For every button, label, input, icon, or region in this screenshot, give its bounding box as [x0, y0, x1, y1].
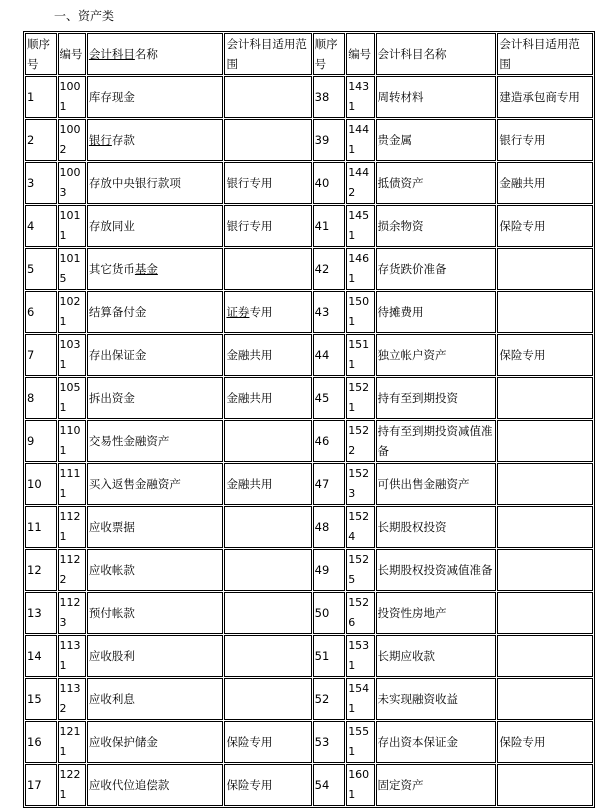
row-seq-right: 38	[313, 76, 346, 118]
row-name-right: 长期应收款	[376, 635, 497, 677]
row-seq: 3	[25, 162, 57, 204]
term-link[interactable]: 证券	[226, 305, 250, 319]
row-name-right: 投资性房地产	[376, 592, 497, 634]
row-code-right: 1525	[346, 549, 374, 591]
row-code: 1132	[58, 678, 86, 720]
row-name-right: 抵债资产	[376, 162, 497, 204]
row-name: 应收股利	[87, 635, 224, 677]
row-name: 交易性金融资产	[87, 420, 224, 462]
table-row	[25, 721, 593, 763]
table-row	[25, 377, 593, 419]
row-scope-right	[497, 463, 593, 505]
row-code: 1121	[58, 506, 86, 548]
row-scope	[224, 506, 311, 548]
row-seq-right: 45	[313, 377, 346, 419]
row-code: 1211	[58, 721, 86, 763]
row-seq: 5	[25, 248, 57, 290]
term-link[interactable]: 银行	[88, 133, 112, 147]
table-row	[25, 334, 593, 376]
header-seq: 顺序号	[25, 33, 57, 75]
row-scope	[224, 635, 311, 677]
row-seq: 7	[25, 334, 57, 376]
row-scope	[224, 592, 311, 634]
row-code-right: 1522	[346, 420, 374, 462]
row-seq: 12	[25, 549, 57, 591]
row-code: 1131	[58, 635, 86, 677]
row-scope-right	[497, 248, 593, 290]
table-row	[25, 463, 593, 505]
row-name: 买入返售金融资产	[87, 463, 224, 505]
accounts-table	[23, 31, 595, 808]
header-scope-right: 会计科目适用范围	[497, 33, 593, 75]
row-scope	[224, 119, 311, 161]
row-name-right: 贵金属	[376, 119, 497, 161]
table-row	[25, 162, 593, 204]
header-code: 编号	[58, 33, 86, 75]
row-code-right: 1442	[346, 162, 374, 204]
row-scope: 保险专用	[224, 764, 311, 806]
row-scope	[224, 76, 311, 118]
row-scope: 保险专用	[224, 721, 311, 763]
row-name: 其它货币基金	[87, 248, 224, 290]
row-name-right: 损余物资	[376, 205, 497, 247]
table-row	[25, 635, 593, 677]
row-code-right: 1441	[346, 119, 374, 161]
row-seq: 6	[25, 291, 57, 333]
row-name: 应收利息	[87, 678, 224, 720]
row-scope-right	[497, 420, 593, 462]
header-seq-right: 顺序号	[313, 33, 346, 75]
row-scope-right	[497, 764, 593, 806]
row-scope: 金融共用	[224, 463, 311, 505]
row-name: 拆出资金	[87, 377, 224, 419]
row-name: 存出保证金	[87, 334, 224, 376]
row-scope-right: 银行专用	[497, 119, 593, 161]
row-name-right: 长期股权投资减值准备	[376, 549, 497, 591]
row-code: 1003	[58, 162, 86, 204]
row-code-right: 1451	[346, 205, 374, 247]
row-name-right: 持有至到期投资减值准备	[376, 420, 497, 462]
row-name-right: 周转材料	[376, 76, 497, 118]
row-seq-right: 51	[313, 635, 346, 677]
row-code: 1101	[58, 420, 86, 462]
row-name-right: 存货跌价准备	[376, 248, 497, 290]
table-row	[25, 764, 593, 806]
table-row	[25, 76, 593, 118]
row-scope-right: 保险专用	[497, 721, 593, 763]
row-code: 1051	[58, 377, 86, 419]
table-row	[25, 291, 593, 333]
row-scope-right	[497, 291, 593, 333]
row-name-right: 固定资产	[376, 764, 497, 806]
header-name	[87, 33, 224, 75]
row-name: 应收代位追偿款	[87, 764, 224, 806]
row-name: 银行存款	[87, 119, 224, 161]
row-seq-right: 42	[313, 248, 346, 290]
row-scope-right: 金融共用	[497, 162, 593, 204]
row-code-right: 1521	[346, 377, 374, 419]
row-scope: 金融共用	[224, 377, 311, 419]
row-scope: 金融共用	[224, 334, 311, 376]
row-seq: 14	[25, 635, 57, 677]
row-name-right: 长期股权投资	[376, 506, 497, 548]
row-code-right: 1551	[346, 721, 374, 763]
row-scope-right	[497, 377, 593, 419]
row-scope-right: 建造承包商专用	[497, 76, 593, 118]
row-code-right: 1511	[346, 334, 374, 376]
row-seq: 15	[25, 678, 57, 720]
row-seq: 13	[25, 592, 57, 634]
row-name: 应收票据	[87, 506, 224, 548]
row-seq-right: 54	[313, 764, 346, 806]
row-code: 1021	[58, 291, 86, 333]
section-title: 一、资产类	[54, 9, 115, 23]
row-seq-right: 43	[313, 291, 346, 333]
row-scope-right: 保险专用	[497, 205, 593, 247]
row-seq-right: 52	[313, 678, 346, 720]
row-code: 1221	[58, 764, 86, 806]
row-code: 1031	[58, 334, 86, 376]
term-link[interactable]: 基金	[134, 262, 158, 276]
row-scope-right	[497, 678, 593, 720]
row-code: 1001	[58, 76, 86, 118]
row-scope: 证券专用	[224, 291, 311, 333]
row-seq-right: 53	[313, 721, 346, 763]
table-row	[25, 592, 593, 634]
row-scope: 银行专用	[224, 205, 311, 247]
row-code-right: 1601	[346, 764, 374, 806]
row-seq: 2	[25, 119, 57, 161]
table-row	[25, 678, 593, 720]
row-name-right: 未实现融资收益	[376, 678, 497, 720]
account-subject-link[interactable]: 会计科目	[88, 47, 135, 61]
row-code-right: 1523	[346, 463, 374, 505]
row-name: 结算备付金	[87, 291, 224, 333]
row-scope-right	[497, 592, 593, 634]
row-name-right: 独立帐户资产	[376, 334, 497, 376]
row-code-right: 1501	[346, 291, 374, 333]
table-row	[25, 248, 593, 290]
header-row	[25, 33, 593, 75]
row-code-right: 1461	[346, 248, 374, 290]
table-row	[25, 420, 593, 462]
row-seq-right: 41	[313, 205, 346, 247]
row-seq: 10	[25, 463, 57, 505]
row-seq: 17	[25, 764, 57, 806]
row-name: 应收帐款	[87, 549, 224, 591]
row-name: 预付帐款	[87, 592, 224, 634]
row-name-right: 可供出售金融资产	[376, 463, 497, 505]
row-scope-right: 保险专用	[497, 334, 593, 376]
row-code-right: 1541	[346, 678, 374, 720]
row-seq-right: 44	[313, 334, 346, 376]
header-code-right: 编号	[346, 33, 374, 75]
row-name: 存放中央银行款项	[87, 162, 224, 204]
row-scope	[224, 678, 311, 720]
row-code-right: 1524	[346, 506, 374, 548]
row-scope	[224, 420, 311, 462]
row-code-right: 1431	[346, 76, 374, 118]
row-seq: 1	[25, 76, 57, 118]
row-seq-right: 50	[313, 592, 346, 634]
row-name: 库存现金	[87, 76, 224, 118]
table-row	[25, 205, 593, 247]
row-seq-right: 48	[313, 506, 346, 548]
row-seq: 11	[25, 506, 57, 548]
header-name-suffix: 名称	[134, 47, 158, 61]
row-code: 1122	[58, 549, 86, 591]
row-seq-right: 46	[313, 420, 346, 462]
row-scope-right	[497, 506, 593, 548]
row-code-right: 1531	[346, 635, 374, 677]
row-scope-right	[497, 635, 593, 677]
row-name: 存放同业	[87, 205, 224, 247]
row-scope: 银行专用	[224, 162, 311, 204]
table-row	[25, 119, 593, 161]
row-seq-right: 49	[313, 549, 346, 591]
row-seq: 4	[25, 205, 57, 247]
row-code: 1123	[58, 592, 86, 634]
row-seq: 8	[25, 377, 57, 419]
header-scope: 会计科目适用范围	[224, 33, 311, 75]
row-seq-right: 39	[313, 119, 346, 161]
row-name-right: 持有至到期投资	[376, 377, 497, 419]
row-code: 1111	[58, 463, 86, 505]
row-code-right: 1526	[346, 592, 374, 634]
row-seq: 9	[25, 420, 57, 462]
row-name-right: 待摊费用	[376, 291, 497, 333]
row-code: 1015	[58, 248, 86, 290]
row-scope	[224, 248, 311, 290]
table-row	[25, 506, 593, 548]
row-seq-right: 40	[313, 162, 346, 204]
row-name: 应收保护储金	[87, 721, 224, 763]
header-name-right: 会计科目名称	[376, 33, 497, 75]
row-scope	[224, 549, 311, 591]
row-code: 1002	[58, 119, 86, 161]
row-seq-right: 47	[313, 463, 346, 505]
row-name-right: 存出资本保证金	[376, 721, 497, 763]
row-scope-right	[497, 549, 593, 591]
table-row	[25, 549, 593, 591]
row-seq: 16	[25, 721, 57, 763]
row-code: 1011	[58, 205, 86, 247]
